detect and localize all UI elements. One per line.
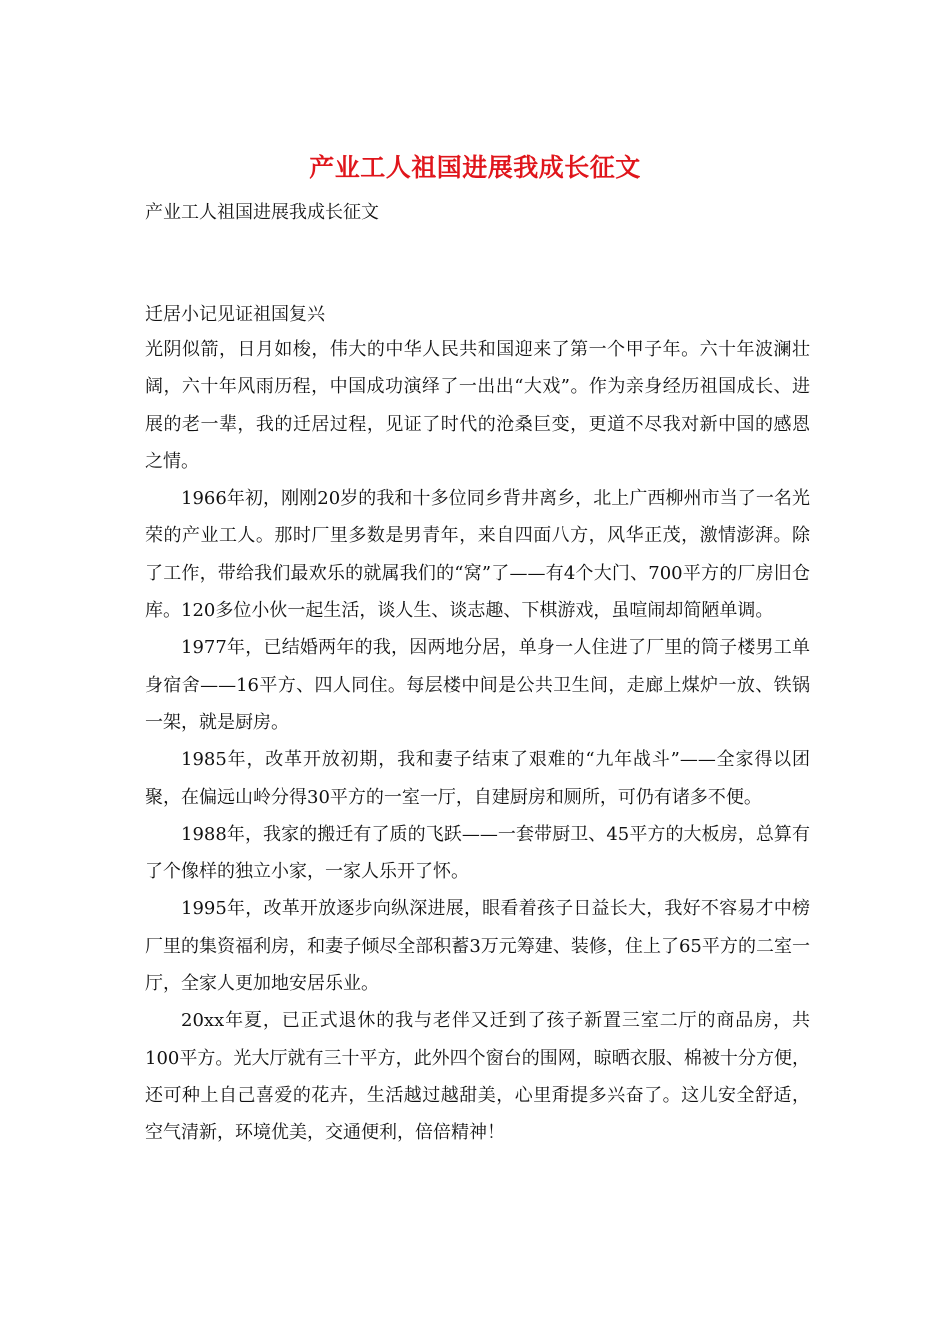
paragraph-1995: 1995年，改革开放逐步向纵深进展，眼看着孩子日益长大，我好不容易才中榜厂里的集资福利房，和妻子倾尽全部积蓄3万元筹建、装修，住上了65平方的二室一厅，全家人更加地安居乐业。: [145, 898, 810, 995]
document-subtitle: 产业工人祖国进展我成长征文: [145, 202, 379, 223]
paragraph-intro: 光阴似箭，日月如梭，伟大的中华人民共和国迎来了第一个甲子年。六十年波澜壮阔，六十年风雨历程，中国成功演绎了一出出“大戏”。作为亲身经历祖国成长、进展的老一辈，我的迁居过程，见证了时代的沧桑巨变，更道不尽我对新中国的感恩之情。: [145, 339, 810, 472]
paragraph-1977: 1977年，已结婚两年的我，因两地分居，单身一人住进了厂里的筒子楼男工单身宿舍——16平方、四人同住。每层楼中间是公共卫生间，走廊上煤炉一放、铁锅一架，就是厨房。: [145, 637, 810, 733]
paragraph-20xx: 20xx年夏，已正式退休的我与老伴又迁到了孩子新置三室二厅的商品房，共100平方。光大厅就有三十平方，此外四个窗台的围网，晾晒衣服、棉被十分方便，还可种上自己喜爱的花卉，生活越过越甜美，心里甭提多兴奋了。这儿安全舒适，空气清新，环境优美，交通便利，倍倍精神！: [145, 1010, 810, 1144]
paragraph-1988: 1988年，我家的搬迁有了质的飞跃——一套带厨卫、45平方的大板房，总算有了个像样的独立小家，一家人乐开了怀。: [145, 823, 810, 883]
section-heading: 迁居小记见证祖国复兴: [145, 304, 325, 325]
paragraph-1985: 1985年，改革开放初期，我和妻子结束了艰难的“九年战斗”——全家得以团聚，在偏远山岭分得30平方的一室一厅，自建厨房和厕所，可仍有诸多不便。: [145, 749, 810, 808]
document-body: [145, 331, 810, 1152]
document-title: 产业工人祖国进展我成长征文: [309, 153, 641, 182]
paragraph-1966: 1966年初，刚刚20岁的我和十多位同乡背井离乡，北上广西柳州市当了一名光荣的产业工人。那时厂里多数是男青年，来自四面八方，风华正茂，激情澎湃。除了工作，带给我们最欢乐的就属我们的“窝”了——有4个大门、700平方的厂房旧仓库。120多位小伙一起生活，谈人生、谈志趣、下棋游戏，虽喧闹却简陋单调。: [145, 488, 810, 622]
